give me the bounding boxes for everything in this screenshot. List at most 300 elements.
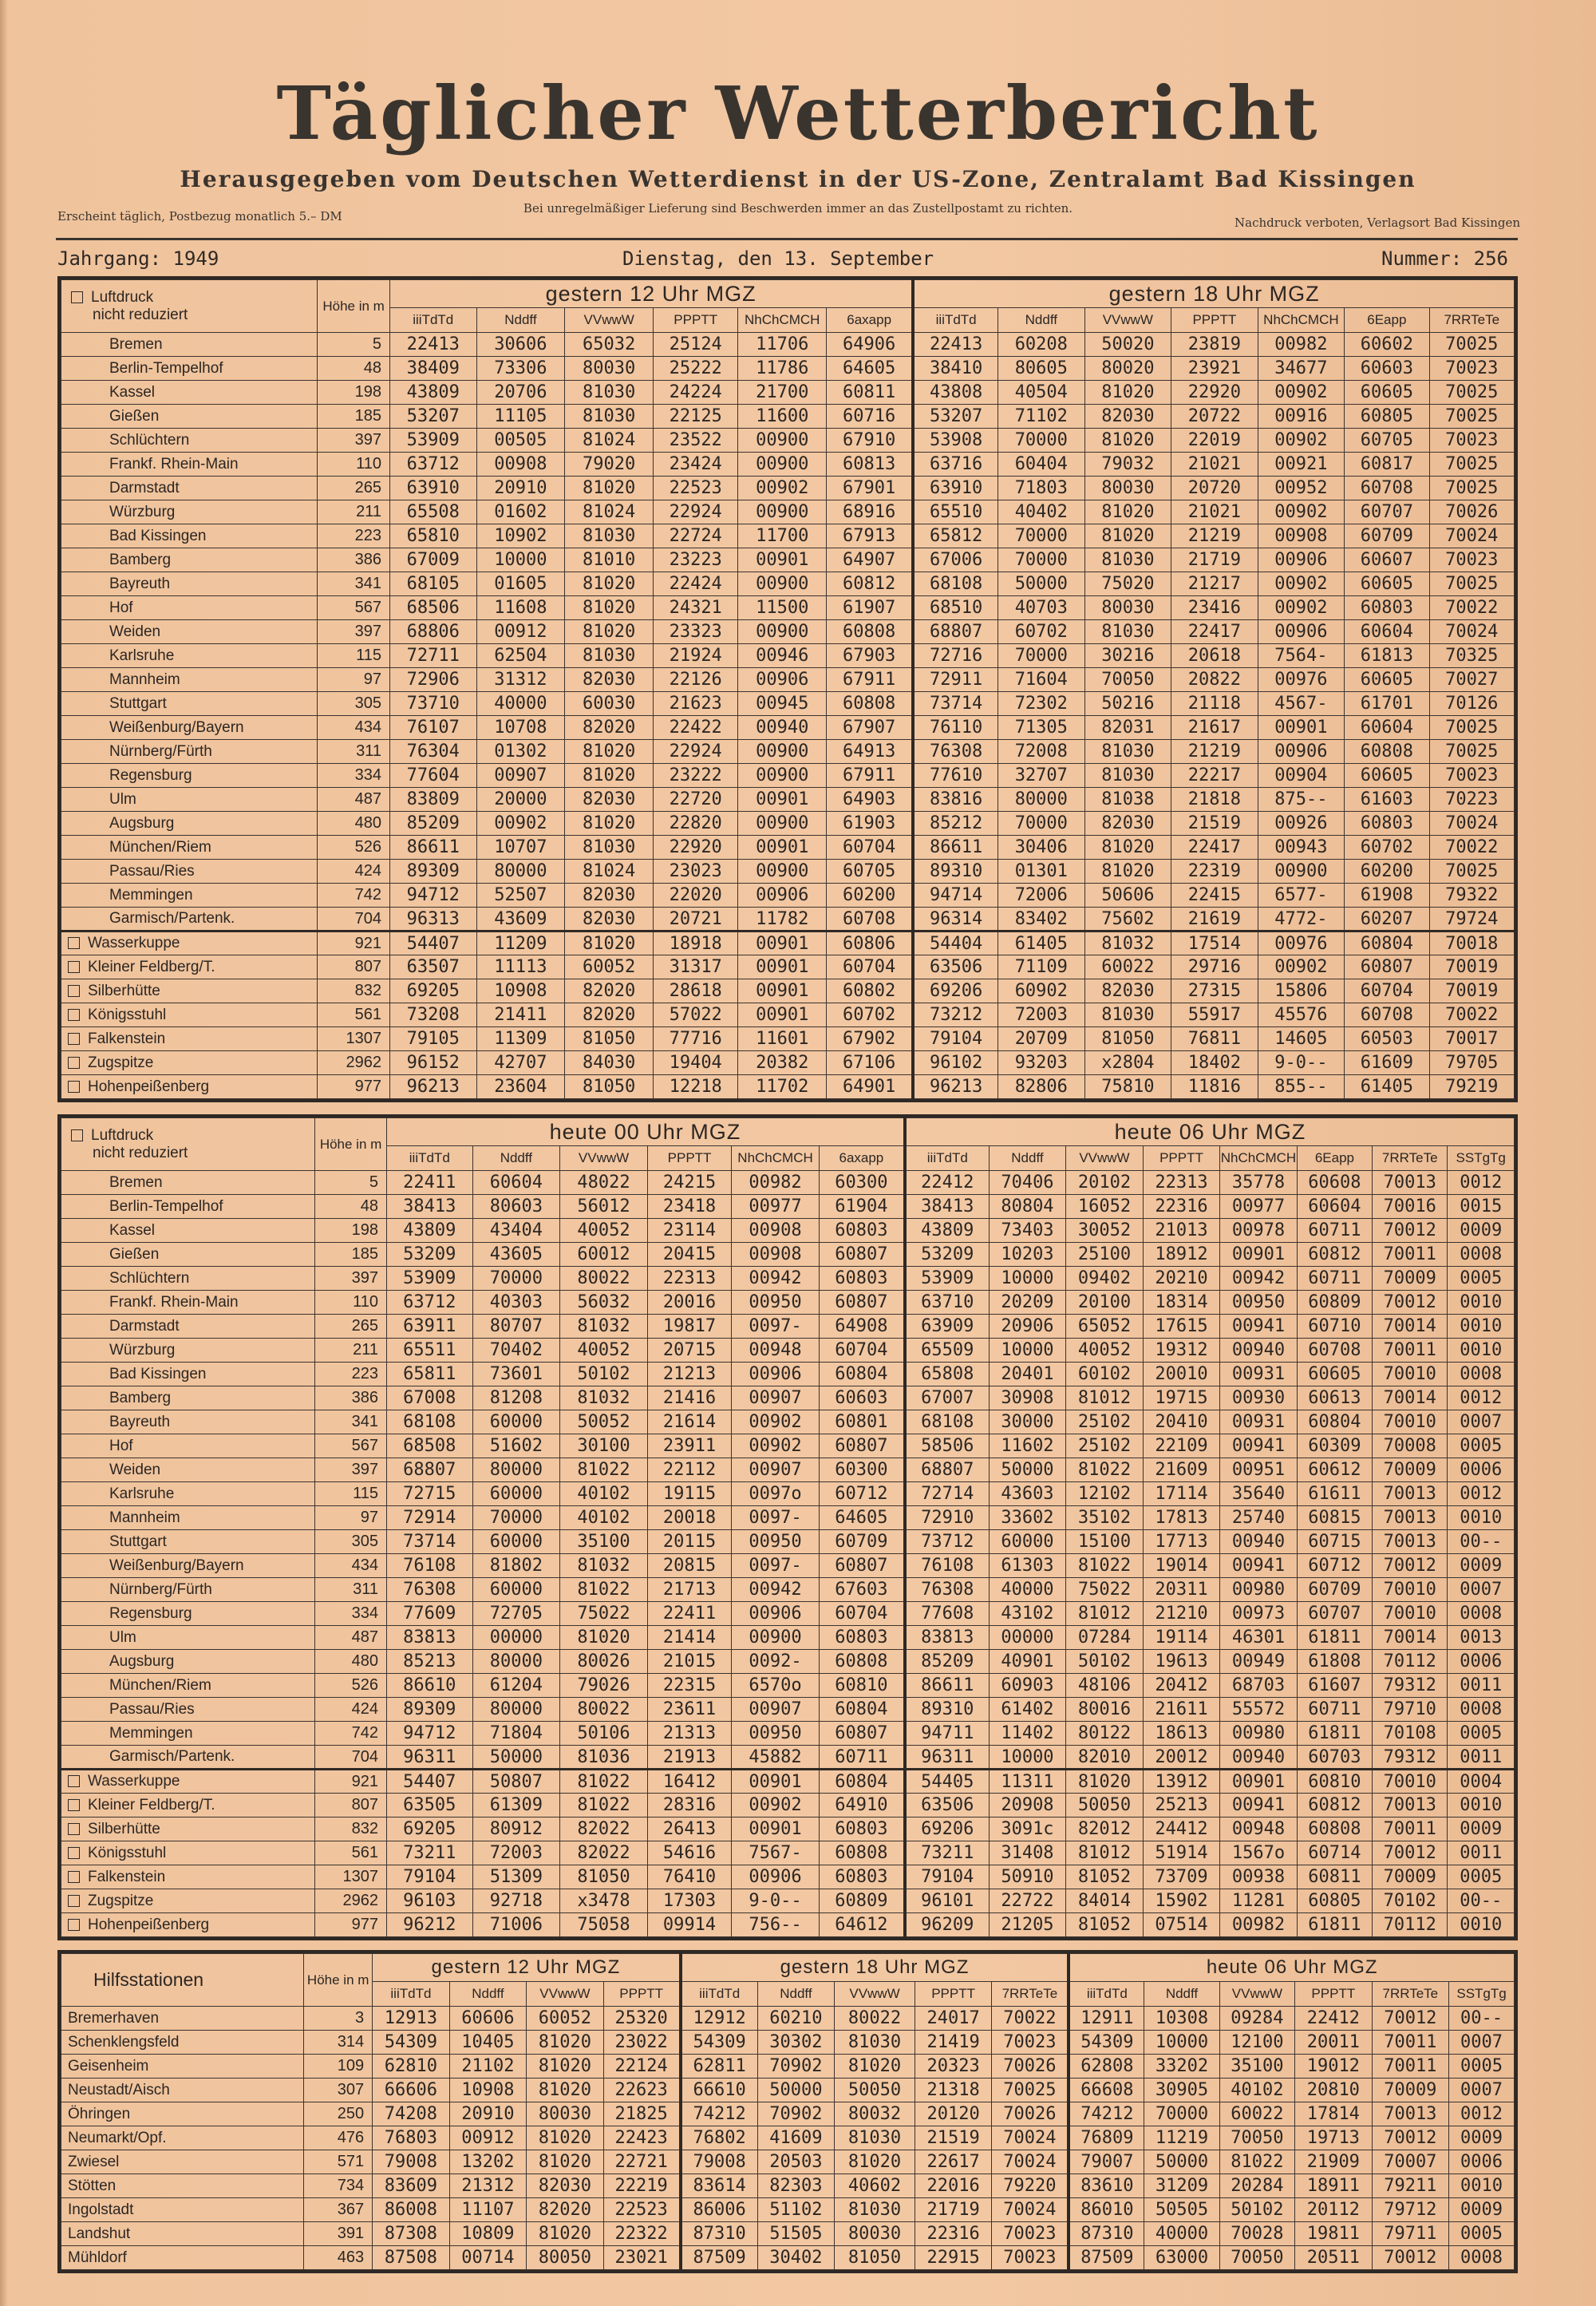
table-cell: 22415	[1171, 884, 1258, 908]
table-cell: 60709	[819, 1530, 905, 1554]
table-cell: 72008	[998, 740, 1085, 764]
table-cell: 70010	[1373, 1602, 1448, 1626]
table-cell: 0013	[1448, 1626, 1515, 1650]
table-cell: 54309	[373, 2031, 450, 2055]
station-label: Hohenpeißenberg	[88, 1078, 210, 1095]
table-cell: 00901	[1220, 1243, 1298, 1267]
table-cell: 00908	[1258, 524, 1345, 548]
table-cell: 0005	[1448, 1434, 1515, 1458]
table-row	[61, 788, 1515, 812]
table-cell: 27315	[1171, 979, 1258, 1003]
table-cell: 21609	[1143, 1458, 1220, 1482]
table-cell: 73403	[989, 1219, 1066, 1243]
table-cell: 62504	[476, 644, 565, 668]
table-cell: 20810	[1295, 2079, 1373, 2102]
station-label: Weißenburg/Bayern	[109, 1556, 244, 1574]
table-cell: 60804	[819, 1363, 905, 1386]
table-cell: 68108	[913, 572, 998, 596]
table-cell: 70010	[1373, 1770, 1448, 1794]
table-cell: 70223	[1429, 788, 1515, 812]
table-cell: 73712	[905, 1530, 989, 1554]
table-row	[61, 716, 1515, 740]
table-cell: 79026	[560, 1674, 648, 1698]
table-cell: 60711	[819, 1746, 905, 1770]
table-cell: 60703	[1297, 1746, 1372, 1770]
table-cell: 60605	[1297, 1363, 1372, 1386]
table-cell: 86006	[681, 2198, 758, 2222]
station-label: Zugspitze	[88, 1892, 154, 1909]
table-cell: 68807	[387, 1458, 472, 1482]
table-cell: 64612	[819, 1913, 905, 1937]
station-name	[61, 1458, 315, 1482]
table-row	[61, 1841, 1515, 1865]
station-height: 341	[318, 572, 390, 596]
table-cell: 61908	[1345, 884, 1429, 908]
table-cell: 72705	[472, 1602, 560, 1626]
table-cell: 68807	[913, 620, 998, 644]
column-code: VVwwW	[835, 1982, 915, 2007]
table-cell: 9-0--	[732, 1889, 820, 1913]
table-cell: 10000	[989, 1746, 1066, 1770]
table-cell: 60022	[1084, 955, 1171, 979]
table-cell: 93203	[998, 1051, 1085, 1075]
table-cell: 73208	[390, 1003, 477, 1027]
table-cell: 22020	[654, 884, 738, 908]
table-cell: 70008	[1373, 1434, 1448, 1458]
table-cell: 855--	[1258, 1075, 1345, 1099]
table-cell: 22424	[654, 572, 738, 596]
table-cell: 60805	[1345, 405, 1429, 429]
table-cell: 70011	[1372, 2055, 1449, 2079]
table-cell: 70009	[1373, 1458, 1448, 1482]
table-cell: 96209	[905, 1913, 989, 1937]
table-cell: 25102	[1066, 1434, 1144, 1458]
group-title-left: gestern 12 Uhr MGZ	[390, 280, 914, 308]
table-cell: 0010	[1449, 2174, 1515, 2198]
table-cell: x2804	[1084, 1051, 1171, 1075]
table-cell: 70025	[1429, 477, 1515, 500]
station-height: 977	[315, 1913, 387, 1937]
station-name	[61, 2007, 304, 2031]
table-cell: 73306	[476, 357, 565, 381]
table-cell: 70017	[1429, 1027, 1515, 1051]
table-cell: 70000	[998, 548, 1085, 572]
table-cell: 46301	[1220, 1626, 1298, 1650]
table-cell: 22019	[1171, 429, 1258, 453]
table-cell: 11113	[476, 955, 565, 979]
station-label: Memmingen	[109, 1724, 193, 1742]
station-label: Falkenstein	[88, 1030, 166, 1047]
station-name	[61, 1363, 315, 1386]
table-cell: 0009	[1449, 2198, 1515, 2222]
table-row	[61, 1219, 1515, 1243]
table-row	[61, 1386, 1515, 1410]
table-cell: 60052	[565, 955, 654, 979]
station-label: Silberhütte	[88, 982, 160, 999]
table-cell: 70022	[1429, 596, 1515, 620]
table-cell: 70024	[992, 2126, 1069, 2150]
table-cell: 60603	[819, 1386, 905, 1410]
station-name	[61, 1865, 315, 1889]
table-row	[61, 2222, 1515, 2246]
table-cell: 30402	[757, 2246, 835, 2270]
table-cell: 67911	[827, 764, 914, 788]
table-cell: 0007	[1449, 2031, 1515, 2055]
table-cell: 79710	[1373, 1698, 1448, 1722]
table-cell: 72716	[913, 644, 998, 668]
station-height: 185	[318, 405, 390, 429]
table-cell: 89310	[905, 1698, 989, 1722]
table-row	[61, 1195, 1515, 1219]
table-row	[61, 1003, 1515, 1027]
table-cell: 81020	[527, 2079, 604, 2102]
table-cell: 00942	[732, 1267, 820, 1291]
delivery-note: Bei unregelmäßiger Lieferung sind Beschwerden immer an das Zustellpostamt zu richten.	[523, 201, 1073, 216]
table-cell: 00902	[1258, 429, 1345, 453]
table-cell: 61904	[819, 1195, 905, 1219]
table-cell: 61811	[1297, 1913, 1372, 1937]
table-cell: 73212	[913, 1003, 998, 1027]
station-name	[61, 908, 318, 931]
table-cell: 23604	[476, 1075, 565, 1099]
group-title-right: heute 06 Uhr MGZ	[905, 1118, 1515, 1146]
station-name	[61, 1578, 315, 1602]
table-cell: 12100	[1219, 2031, 1294, 2055]
table-cell: 20412	[1143, 1674, 1220, 1698]
table-cell: 81022	[560, 1770, 648, 1794]
station-name	[61, 381, 318, 405]
table-cell: 70019	[1429, 955, 1515, 979]
table-cell: 60810	[819, 1674, 905, 1698]
table-cell: 70024	[1429, 812, 1515, 836]
table-cell: 23819	[1171, 333, 1258, 357]
table-cell: 0005	[1449, 2222, 1515, 2246]
table-cell: 70013	[1373, 1171, 1448, 1195]
table-cell: 66606	[373, 2079, 450, 2102]
station-label: Kleiner Feldberg/T.	[88, 958, 215, 975]
table-cell: 65510	[913, 500, 998, 524]
table-cell: 81030	[1084, 764, 1171, 788]
column-code: PPPTT	[1171, 308, 1258, 333]
column-code: PPPTT	[915, 1982, 992, 2007]
table-cell: 81030	[565, 644, 654, 668]
table-row	[61, 2198, 1515, 2222]
table-cell: 60709	[1297, 1578, 1372, 1602]
table-cell: 80000	[998, 788, 1085, 812]
table-cell: 68108	[905, 1410, 989, 1434]
checkbox-symbol-icon	[68, 1081, 80, 1093]
table-cell: 20284	[1219, 2174, 1294, 2198]
table-cell: 20618	[1171, 644, 1258, 668]
table-cell: 94714	[913, 884, 998, 908]
table-cell: 72711	[390, 644, 477, 668]
table-row	[61, 333, 1515, 357]
table-cell: 21210	[1143, 1602, 1220, 1626]
table-cell: 25100	[1066, 1243, 1144, 1267]
table-cell: 22820	[654, 812, 738, 836]
table-cell: 23611	[647, 1698, 731, 1722]
table-cell: 80016	[1066, 1698, 1144, 1722]
table-cell: 60705	[827, 860, 914, 884]
table-cell: 68105	[390, 572, 477, 596]
station-label: Kassel	[109, 383, 156, 401]
station-label: Öhringen	[68, 2105, 131, 2122]
table-cell: 76308	[905, 1578, 989, 1602]
table-cell: 22316	[915, 2222, 992, 2246]
table-cell: 07284	[1066, 1626, 1144, 1650]
table-cell: 79724	[1429, 908, 1515, 931]
table-cell: 81020	[565, 740, 654, 764]
table-cell: 60000	[472, 1530, 560, 1554]
station-height: 476	[304, 2126, 373, 2150]
table-cell: 60200	[1345, 860, 1429, 884]
checkbox-symbol-icon	[68, 985, 80, 997]
station-height: 704	[318, 908, 390, 931]
table-cell: 0012	[1448, 1171, 1515, 1195]
table-cell: 60607	[1345, 548, 1429, 572]
table-cell: 00904	[1258, 764, 1345, 788]
table-cell: 00946	[738, 644, 827, 668]
table-row	[61, 1650, 1515, 1674]
station-height: 434	[318, 716, 390, 740]
table-cell: 81030	[565, 381, 654, 405]
table-cell: 53209	[387, 1243, 472, 1267]
table-cell: 0010	[1448, 1506, 1515, 1530]
table-cell: 64903	[827, 788, 914, 812]
column-code: 7RRTeTe	[1429, 308, 1515, 333]
station-height: 314	[304, 2031, 373, 2055]
table-cell: 60710	[1297, 1315, 1372, 1339]
station-name	[61, 1171, 315, 1195]
station-height: 5	[315, 1171, 387, 1195]
table-cell: 20910	[449, 2102, 527, 2126]
table-cell: 70026	[992, 2102, 1069, 2126]
table-cell: 60704	[827, 955, 914, 979]
table-cell: 60605	[1345, 668, 1429, 692]
table-cell: 00901	[738, 979, 827, 1003]
table-cell: 65810	[390, 524, 477, 548]
station-height: 463	[304, 2246, 373, 2270]
station-label: Augsburg	[109, 814, 175, 832]
table-cell: 87508	[373, 2246, 450, 2270]
column-code: iiiTdTd	[373, 1982, 450, 2007]
table-cell: 79007	[1069, 2150, 1144, 2174]
table-row	[61, 668, 1515, 692]
table-row	[61, 1602, 1515, 1626]
table-row	[61, 1243, 1515, 1267]
table-cell: 15100	[1066, 1530, 1144, 1554]
masthead-subtitle: Herausgegeben vom Deutschen Wetterdienst in der US-Zone, Zentralamt Bad Kissingen	[180, 166, 1416, 192]
table-cell: 70902	[757, 2102, 835, 2126]
table-cell: 35102	[1066, 1506, 1144, 1530]
table-cell: 00900	[732, 1626, 820, 1650]
table-cell: 80026	[560, 1650, 648, 1674]
table-cell: 40052	[1066, 1339, 1144, 1363]
subscription-note: Erscheint täglich, Postbezug monatlich 5.– DM	[57, 209, 342, 223]
year-label: Jahrgang: 1949	[57, 247, 219, 270]
table-cell: 72302	[998, 692, 1085, 716]
station-height: 977	[318, 1075, 390, 1099]
station-label: Augsburg	[109, 1652, 175, 1670]
station-label: Memmingen	[109, 886, 193, 904]
station-label: Neustadt/Aisch	[68, 2081, 170, 2098]
station-name	[61, 1386, 315, 1410]
table-cell: 20012	[1143, 1746, 1220, 1770]
table-cell: 70013	[1373, 1482, 1448, 1506]
table-cell: 22413	[913, 333, 998, 357]
table-cell: 61701	[1345, 692, 1429, 716]
station-height: 265	[318, 477, 390, 500]
station-label: Gießen	[109, 407, 160, 425]
table-row	[61, 1315, 1515, 1339]
table-cell: 82030	[1084, 812, 1171, 836]
table-row	[61, 1482, 1515, 1506]
table-cell: 80605	[998, 357, 1085, 381]
table-cell: 70023	[992, 2031, 1069, 2055]
table-cell: 79008	[373, 2150, 450, 2174]
table-cell: 20120	[915, 2102, 992, 2126]
station-height: 487	[315, 1626, 387, 1650]
station-name	[61, 2222, 304, 2246]
table-cell: 70025	[1429, 572, 1515, 596]
table-cell: 65509	[905, 1339, 989, 1363]
table-cell: 80030	[527, 2102, 604, 2126]
table-cell: 22411	[647, 1602, 731, 1626]
table-cell: 89309	[387, 1698, 472, 1722]
table-cell: 11281	[1220, 1889, 1298, 1913]
table-cell: 00901	[1258, 716, 1345, 740]
table-row	[61, 836, 1515, 860]
column-code: Nddff	[1144, 1982, 1219, 2007]
station-name	[61, 1506, 315, 1530]
checkbox-symbol-icon	[68, 937, 80, 949]
table-cell: 81020	[565, 764, 654, 788]
table-cell: 30302	[757, 2031, 835, 2055]
table-cell: 16052	[1066, 1195, 1144, 1219]
table-cell: 11309	[476, 1027, 565, 1051]
station-height: 48	[318, 357, 390, 381]
table-cell: 61903	[827, 812, 914, 836]
table-row	[61, 1027, 1515, 1051]
table-cell: 20011	[1295, 2031, 1373, 2055]
table-cell: 67008	[387, 1386, 472, 1410]
station-height: 311	[318, 740, 390, 764]
group-title-3: heute 06 Uhr MGZ	[1069, 1954, 1514, 1982]
table-cell: 22319	[1171, 860, 1258, 884]
column-code: NhChCMCH	[1258, 308, 1345, 333]
table-row	[61, 692, 1515, 716]
table-row	[61, 908, 1515, 931]
table-cell: 82030	[565, 788, 654, 812]
table-cell: 70025	[1429, 381, 1515, 405]
station-name	[61, 644, 318, 668]
table-cell: 28316	[647, 1794, 731, 1818]
table-cell: 82303	[757, 2174, 835, 2198]
column-code: Nddff	[476, 308, 565, 333]
column-code: Nddff	[998, 308, 1085, 333]
table-cell: 81020	[1084, 860, 1171, 884]
table-cell: 72006	[998, 884, 1085, 908]
table-cell: 22413	[390, 333, 477, 357]
table-cell: 0005	[1448, 1722, 1515, 1746]
table-cell: 81032	[560, 1386, 648, 1410]
station-label: Mannheim	[109, 1509, 180, 1526]
table-cell: 70010	[1373, 1578, 1448, 1602]
table-cell: 43605	[472, 1243, 560, 1267]
table-cell: 81020	[565, 812, 654, 836]
checkbox-symbol-icon	[68, 1847, 80, 1859]
table-cell: 17713	[1143, 1530, 1220, 1554]
table-cell: 81024	[565, 429, 654, 453]
table-cell: 60704	[1345, 979, 1429, 1003]
table-cell: 32707	[998, 764, 1085, 788]
table-cell: 83614	[681, 2174, 758, 2198]
table-cell: 72715	[387, 1482, 472, 1506]
table-cell: 70024	[992, 2198, 1069, 2222]
table-cell: 71803	[998, 477, 1085, 500]
table-cell: 67106	[827, 1051, 914, 1075]
table-cell: 21118	[1171, 692, 1258, 716]
table-cell: 17514	[1171, 931, 1258, 955]
table-cell: 14605	[1258, 1027, 1345, 1051]
station-height: 223	[315, 1363, 387, 1386]
station-name	[61, 1267, 315, 1291]
station-height: 921	[318, 931, 390, 955]
table-cell: 82030	[1084, 979, 1171, 1003]
table-cell: 00977	[732, 1195, 820, 1219]
station-height: 198	[315, 1219, 387, 1243]
column-code: iiiTdTd	[913, 308, 998, 333]
table-cell: 0008	[1448, 1698, 1515, 1722]
table-cell: 9-0--	[1258, 1051, 1345, 1075]
table-cell: 81022	[560, 1578, 648, 1602]
column-code: 6Eapp	[1297, 1146, 1372, 1171]
table-cell: 50000	[1144, 2150, 1219, 2174]
table-cell: 81020	[527, 2150, 604, 2174]
table-cell: 60709	[1345, 524, 1429, 548]
station-height: 3	[304, 2007, 373, 2031]
station-height: 397	[315, 1267, 387, 1291]
table-row	[61, 2102, 1515, 2126]
table-cell: 60000	[472, 1482, 560, 1506]
table-cell: 81038	[1084, 788, 1171, 812]
column-code: PPPTT	[654, 308, 738, 333]
table-cell: 60809	[1297, 1291, 1372, 1315]
table-cell: 85213	[387, 1650, 472, 1674]
table-cell: 00907	[732, 1386, 820, 1410]
table-cell: 58506	[905, 1434, 989, 1458]
station-height: 480	[318, 812, 390, 836]
column-code: iiiTdTd	[905, 1146, 989, 1171]
table-cell: 60704	[827, 836, 914, 860]
table-cell: 80603	[472, 1195, 560, 1219]
table-cell: 40102	[1219, 2079, 1294, 2102]
station-name	[61, 1027, 318, 1051]
table-cell: 70025	[1429, 405, 1515, 429]
table-cell: 00900	[738, 860, 827, 884]
station-name	[61, 1315, 315, 1339]
table-cell: 16412	[647, 1770, 731, 1794]
table-cell: 75022	[560, 1602, 648, 1626]
table-cell: 01605	[476, 572, 565, 596]
station-label: Ulm	[109, 1628, 136, 1646]
table-cell: 61811	[1297, 1722, 1372, 1746]
table-cell: 70112	[1373, 1650, 1448, 1674]
table-cell: 60815	[1297, 1506, 1372, 1530]
table-cell: 40052	[560, 1219, 648, 1243]
station-label: Schlüchtern	[109, 1269, 190, 1287]
station-label: Bremen	[109, 335, 163, 353]
